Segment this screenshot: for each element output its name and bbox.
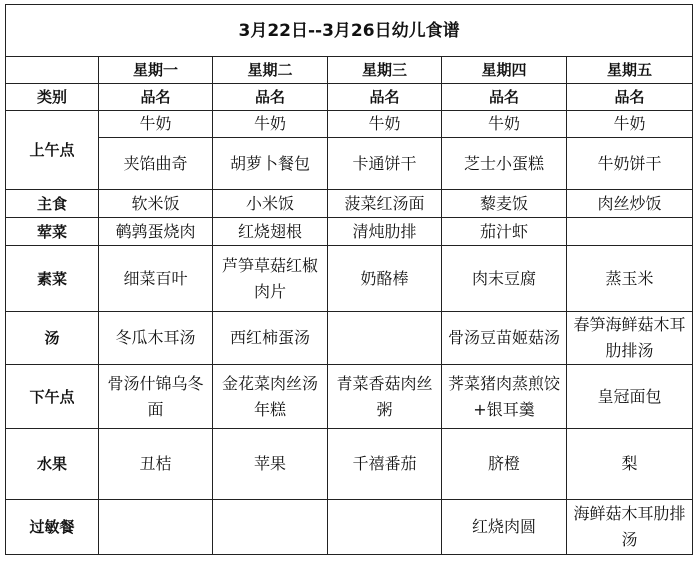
menu-cell: 牛奶 [567, 111, 693, 138]
item-header: 品名 [442, 84, 567, 111]
item-header: 品名 [213, 84, 328, 111]
menu-cell [99, 500, 213, 555]
weekly-menu-table [5, 4, 693, 555]
category-header: 类别 [6, 84, 99, 111]
menu-cell: 牛奶饼干 [567, 138, 693, 190]
day-header: 星期五 [567, 57, 693, 84]
menu-cell: 西红柿蛋汤 [213, 312, 328, 365]
menu-cell: 软米饭 [99, 190, 213, 218]
day-header: 星期三 [328, 57, 442, 84]
menu-cell: 梨 [567, 429, 693, 500]
menu-cell: 苹果 [213, 429, 328, 500]
menu-cell: 夹馅曲奇 [99, 138, 213, 190]
menu-cell: 海鲜菇木耳肋排汤 [567, 500, 693, 555]
menu-cell: 菠菜红汤面 [328, 190, 442, 218]
menu-cell: 牛奶 [328, 111, 442, 138]
day-header: 星期二 [213, 57, 328, 84]
item-header: 品名 [567, 84, 693, 111]
menu-title: 3月22日--3月26日幼儿食谱 [6, 5, 693, 57]
menu-cell: 千禧番茄 [328, 429, 442, 500]
menu-cell: 肉丝炒饭 [567, 190, 693, 218]
row-label-meat: 荤菜 [6, 218, 99, 246]
menu-cell: 春笋海鲜菇木耳肋排汤 [567, 312, 693, 365]
menu-cell: 茄汁虾 [442, 218, 567, 246]
menu-cell: 骨汤豆苗姬菇汤 [442, 312, 567, 365]
item-header: 品名 [99, 84, 213, 111]
menu-cell: 皇冠面包 [567, 365, 693, 429]
menu-cell: 骨汤什锦乌冬面 [99, 365, 213, 429]
row-label-morning-snack: 上午点 [6, 111, 99, 190]
row-label-soup: 汤 [6, 312, 99, 365]
menu-cell: 青菜香菇肉丝粥 [328, 365, 442, 429]
menu-cell: 牛奶 [442, 111, 567, 138]
menu-cell: 红烧翅根 [213, 218, 328, 246]
menu-cell: 肉末豆腐 [442, 246, 567, 312]
row-label-staple: 主食 [6, 190, 99, 218]
menu-cell: 丑桔 [99, 429, 213, 500]
row-label-fruit: 水果 [6, 429, 99, 500]
day-header: 星期一 [99, 57, 213, 84]
row-label-allergy: 过敏餐 [6, 500, 99, 555]
item-header: 品名 [328, 84, 442, 111]
row-label-veg: 素菜 [6, 246, 99, 312]
menu-cell: 小米饭 [213, 190, 328, 218]
menu-cell: 冬瓜木耳汤 [99, 312, 213, 365]
corner-cell [6, 57, 99, 84]
menu-cell: 奶酪棒 [328, 246, 442, 312]
menu-cell [328, 312, 442, 365]
menu-cell: 藜麦饭 [442, 190, 567, 218]
menu-cell: 蒸玉米 [567, 246, 693, 312]
menu-cell: 胡萝卜餐包 [213, 138, 328, 190]
menu-cell: 芦笋草菇红椒肉片 [213, 246, 328, 312]
menu-cell [567, 218, 693, 246]
menu-cell: 卡通饼干 [328, 138, 442, 190]
menu-cell [328, 500, 442, 555]
menu-cell [213, 500, 328, 555]
menu-cell: 细菜百叶 [99, 246, 213, 312]
row-label-afternoon-snack: 下午点 [6, 365, 99, 429]
menu-cell: 鹌鹑蛋烧肉 [99, 218, 213, 246]
menu-cell: 金花菜肉丝汤年糕 [213, 365, 328, 429]
menu-cell: 脐橙 [442, 429, 567, 500]
menu-cell: 荠菜猪肉蒸煎饺+银耳羹 [442, 365, 567, 429]
day-header: 星期四 [442, 57, 567, 84]
menu-cell: 芝士小蛋糕 [442, 138, 567, 190]
menu-cell: 清炖肋排 [328, 218, 442, 246]
menu-cell: 牛奶 [213, 111, 328, 138]
menu-cell: 牛奶 [99, 111, 213, 138]
menu-cell: 红烧肉圆 [442, 500, 567, 555]
